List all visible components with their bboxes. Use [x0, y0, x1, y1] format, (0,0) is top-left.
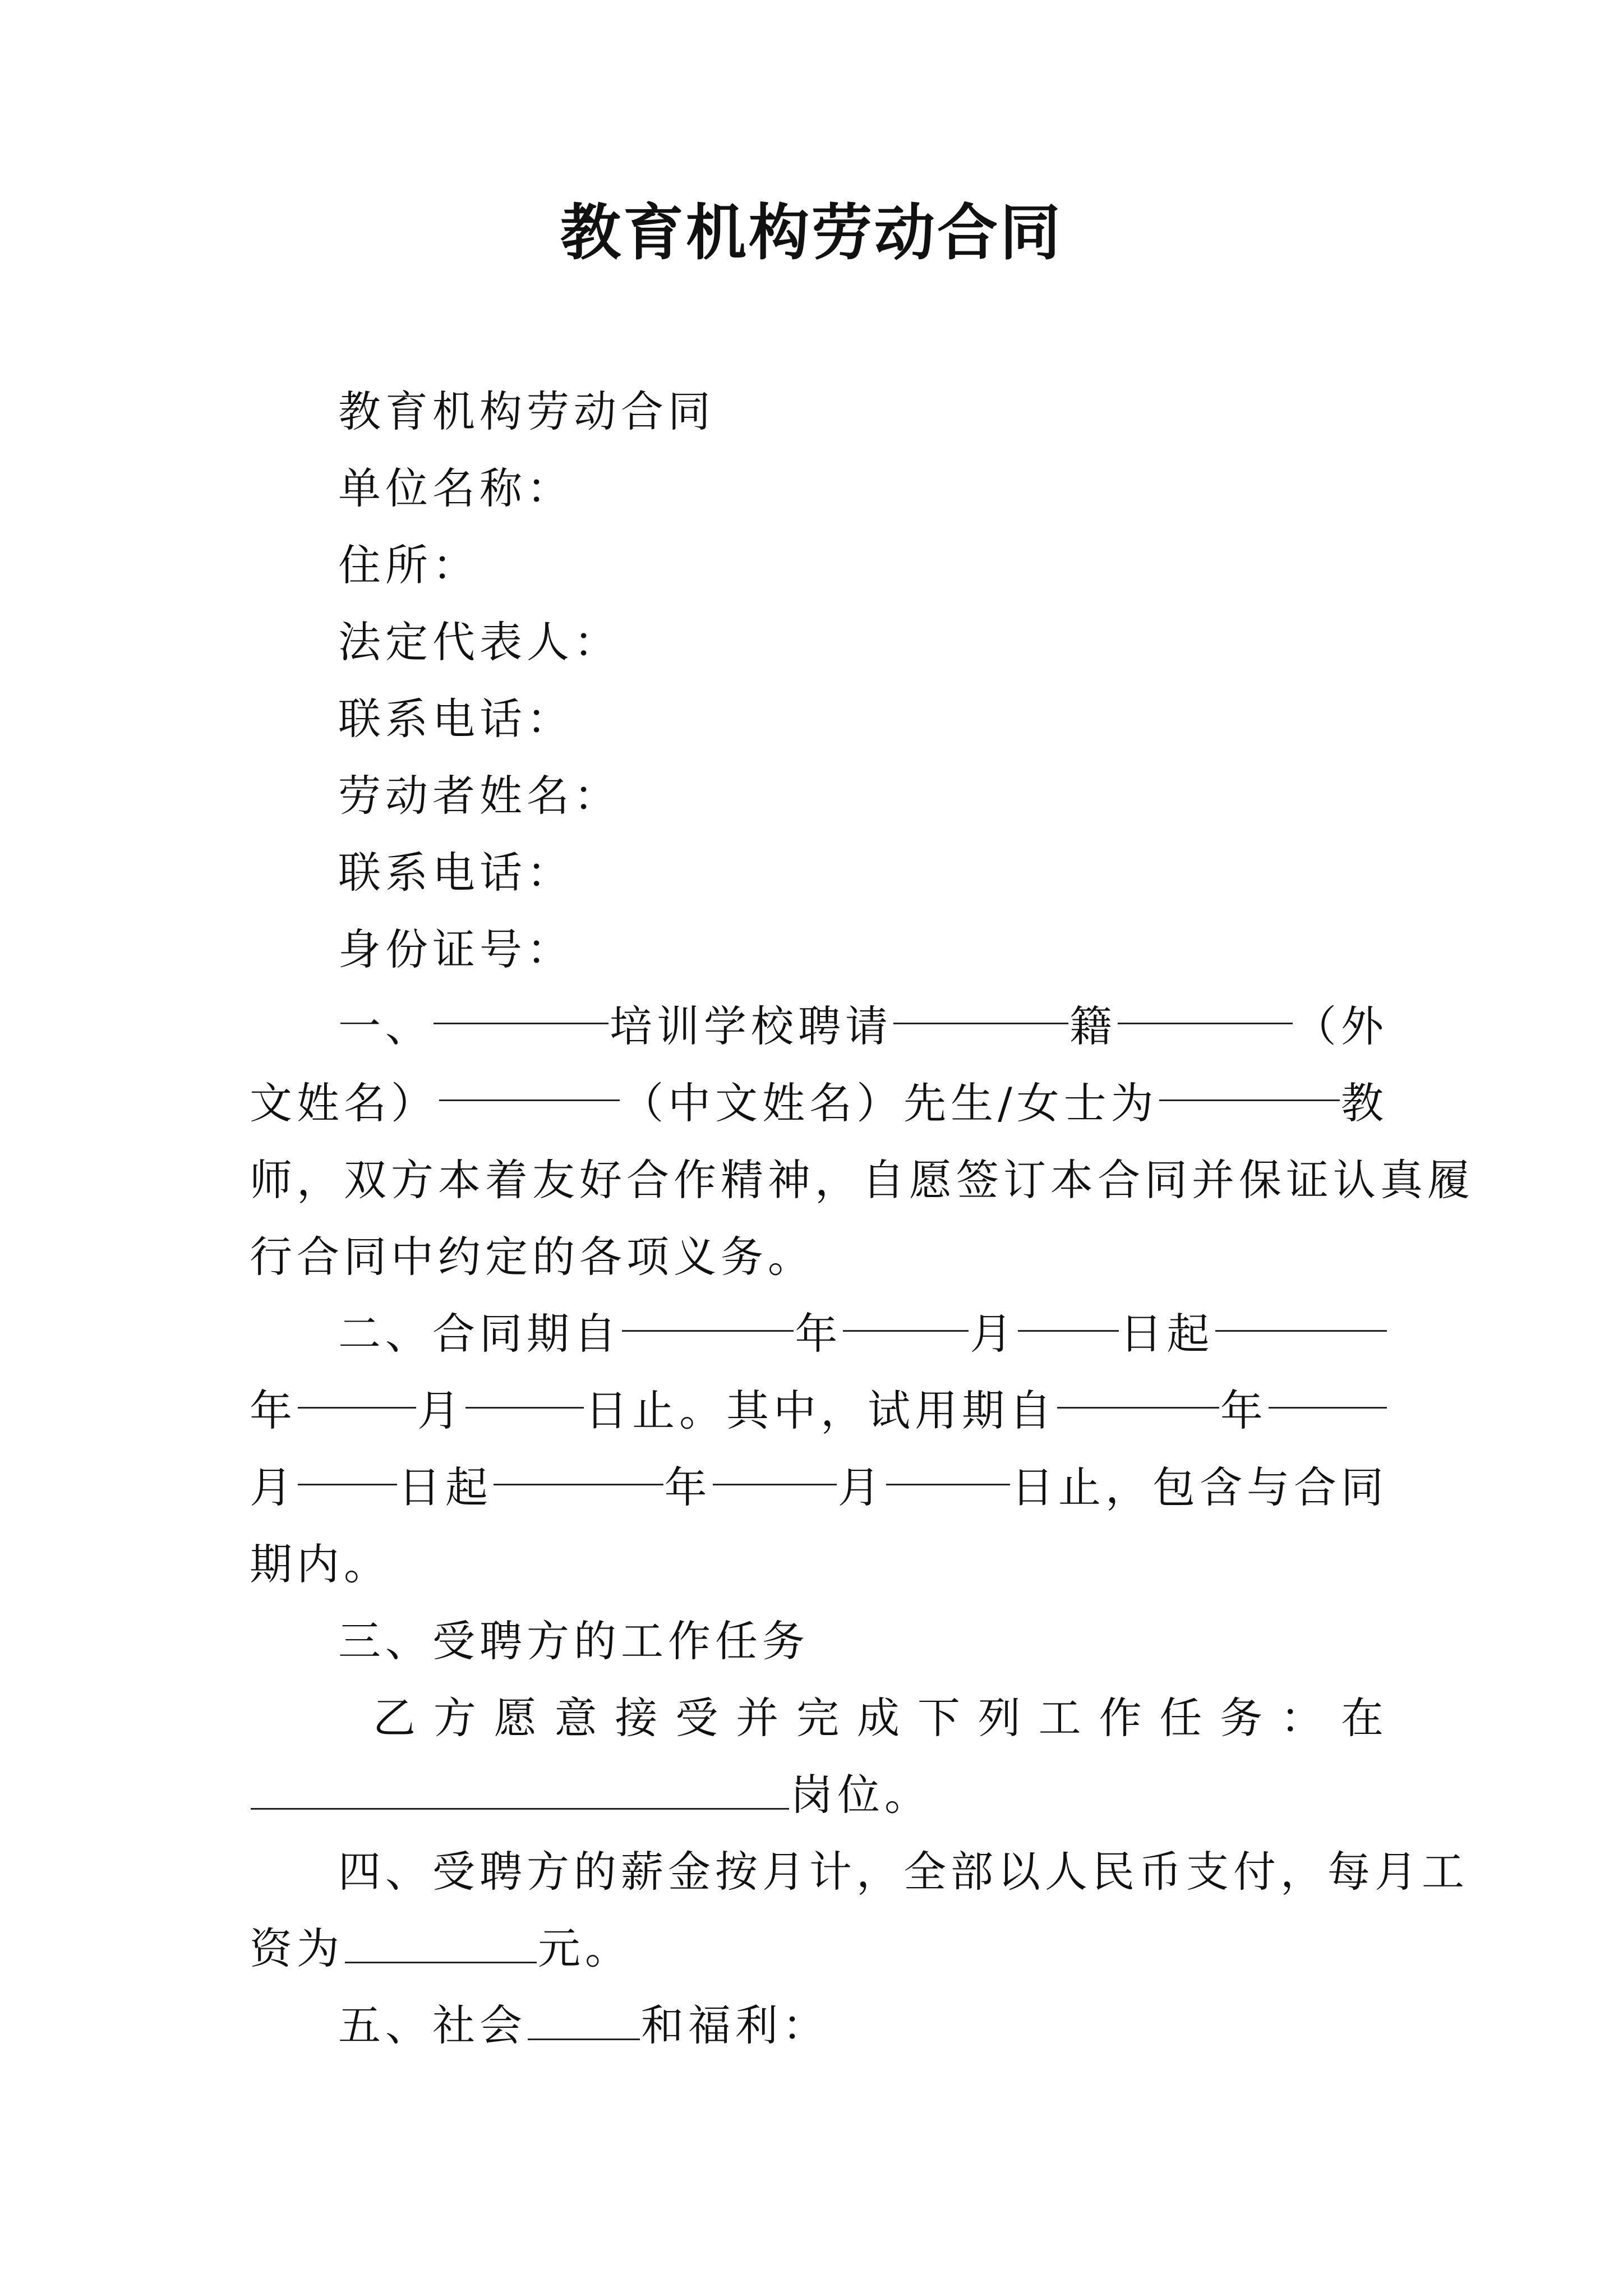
clause2-text: 日止。其中，试用期自	[585, 1386, 1057, 1435]
clause2-text: 二、合同期自	[338, 1309, 621, 1359]
field-phone-employer: 联系电话：	[338, 694, 574, 744]
clause2-text: 日起	[398, 1462, 492, 1512]
clause1-text: （中文姓名）先生/女士为	[621, 1078, 1158, 1128]
clause3-intro-line	[250, 1680, 1388, 1756]
field-phone-worker: 联系电话：	[338, 848, 574, 898]
blank-trial-end-month	[713, 1449, 837, 1485]
blank-end-month	[298, 1372, 416, 1409]
blank-trial-start-month	[1269, 1372, 1387, 1409]
clause3-intro-char: 作	[1099, 1693, 1146, 1743]
clause2-line4: 期内。	[250, 1539, 391, 1589]
blank-trial-start-year	[1057, 1372, 1219, 1409]
clause3-intro-char: 乙	[373, 1693, 420, 1743]
clause1-text: 教	[1340, 1078, 1388, 1128]
document-body	[250, 373, 1474, 2064]
clause2-text: 月	[250, 1462, 297, 1512]
clause3-intro-char: 成	[857, 1693, 904, 1743]
clause2-text: 年	[1220, 1386, 1267, 1435]
clause1-line1	[250, 988, 1388, 1065]
blank-end-day	[465, 1372, 584, 1409]
clause4-text: 资为	[250, 1924, 344, 1973]
clause1-line2	[250, 1065, 1388, 1142]
clause1-line3: 师，双方本着友好合作精神，自愿签订本合同并保证认真履	[250, 1155, 1474, 1205]
clause2-text: 年	[664, 1462, 712, 1512]
field-address: 住所：	[338, 540, 479, 590]
clause3-heading: 三、受聘方的工作任务	[338, 1616, 809, 1666]
clause1-text: （外	[1294, 1001, 1388, 1051]
clause2-text: 日起	[1119, 1309, 1214, 1359]
clause2-text: 月	[970, 1309, 1017, 1359]
clause3-intro-char: 并	[736, 1693, 783, 1743]
blank-chinese-name	[439, 1065, 620, 1101]
clause3-intro-char: 务	[1220, 1693, 1267, 1743]
document-heading: 教育机构劳动合同	[338, 386, 715, 436]
clause3-intro-char: 任	[1159, 1693, 1207, 1743]
field-id-number: 身份证号：	[338, 924, 574, 974]
blank-trial-end-year	[494, 1449, 663, 1485]
field-legal-rep: 法定代表人：	[338, 617, 621, 667]
clause3-intro-char: 意	[554, 1693, 602, 1743]
clause3-intro-char: 接	[615, 1693, 662, 1743]
field-worker-name: 劳动者姓名：	[338, 771, 621, 821]
field-unit-name: 单位名称：	[338, 463, 574, 513]
clause3-intro-char: 愿	[494, 1693, 541, 1743]
blank-social-insurance	[528, 2004, 640, 2040]
clause2-line1	[250, 1295, 1388, 1372]
clause2-text: 月	[837, 1462, 885, 1512]
clause4-text: 元。	[538, 1924, 632, 1973]
blank-salary	[345, 1927, 537, 1963]
clause5-text: 五、社会	[338, 2000, 527, 2050]
clause3-intro-char: 下	[917, 1693, 965, 1743]
clause3-post-line	[250, 1756, 1388, 1833]
blank-nationality	[893, 988, 1068, 1024]
clause2-line3	[250, 1449, 1388, 1526]
clause3-intro-char: 方	[433, 1693, 481, 1743]
clause3-intro-char: 完	[796, 1693, 844, 1743]
blank-trial-start-day	[298, 1449, 397, 1485]
blank-subject	[1159, 1065, 1340, 1101]
clause2-line2	[250, 1372, 1388, 1449]
blank-start-year	[622, 1295, 794, 1332]
clause1-text: 培训学校聘请	[610, 1001, 892, 1051]
blank-trial-end-day	[886, 1449, 1010, 1485]
clause3-intro-char: 列	[978, 1693, 1025, 1743]
blank-foreign-name	[1118, 988, 1293, 1024]
clause3-intro-char: 在	[1341, 1693, 1388, 1743]
clause3-intro-char: 工	[1038, 1693, 1086, 1743]
blank-start-day	[1018, 1295, 1118, 1332]
clause3-intro-char: ：	[1280, 1693, 1328, 1743]
clause4-line1: 四、受聘方的薪金按月计，全部以人民币支付，每月工	[338, 1847, 1469, 1897]
clause2-text: 年	[250, 1386, 297, 1435]
clause1-line4: 行合同中约定的各项义务。	[250, 1232, 815, 1282]
clause5-text: 和福利：	[641, 2000, 829, 2050]
clause4-line2	[250, 1910, 1388, 1987]
clause5-line	[250, 1987, 1388, 2064]
clause3-intro-char: 受	[675, 1693, 723, 1743]
document-title: 教育机构劳动合同	[560, 197, 1063, 268]
blank-end-year	[1215, 1295, 1387, 1332]
blank-start-month	[843, 1295, 969, 1332]
clause2-text: 月	[417, 1386, 465, 1435]
clause3-post: 岗位。	[790, 1770, 932, 1820]
blank-position	[251, 1773, 789, 1810]
blank-school-name	[434, 988, 608, 1024]
clause1-text: 籍	[1069, 1001, 1117, 1051]
clause2-text: 年	[795, 1309, 842, 1359]
clause1-text: 文姓名）	[250, 1078, 438, 1128]
clause2-text: 日止，包含与合同	[1011, 1462, 1388, 1512]
clause1-text: 一、	[338, 1001, 432, 1051]
